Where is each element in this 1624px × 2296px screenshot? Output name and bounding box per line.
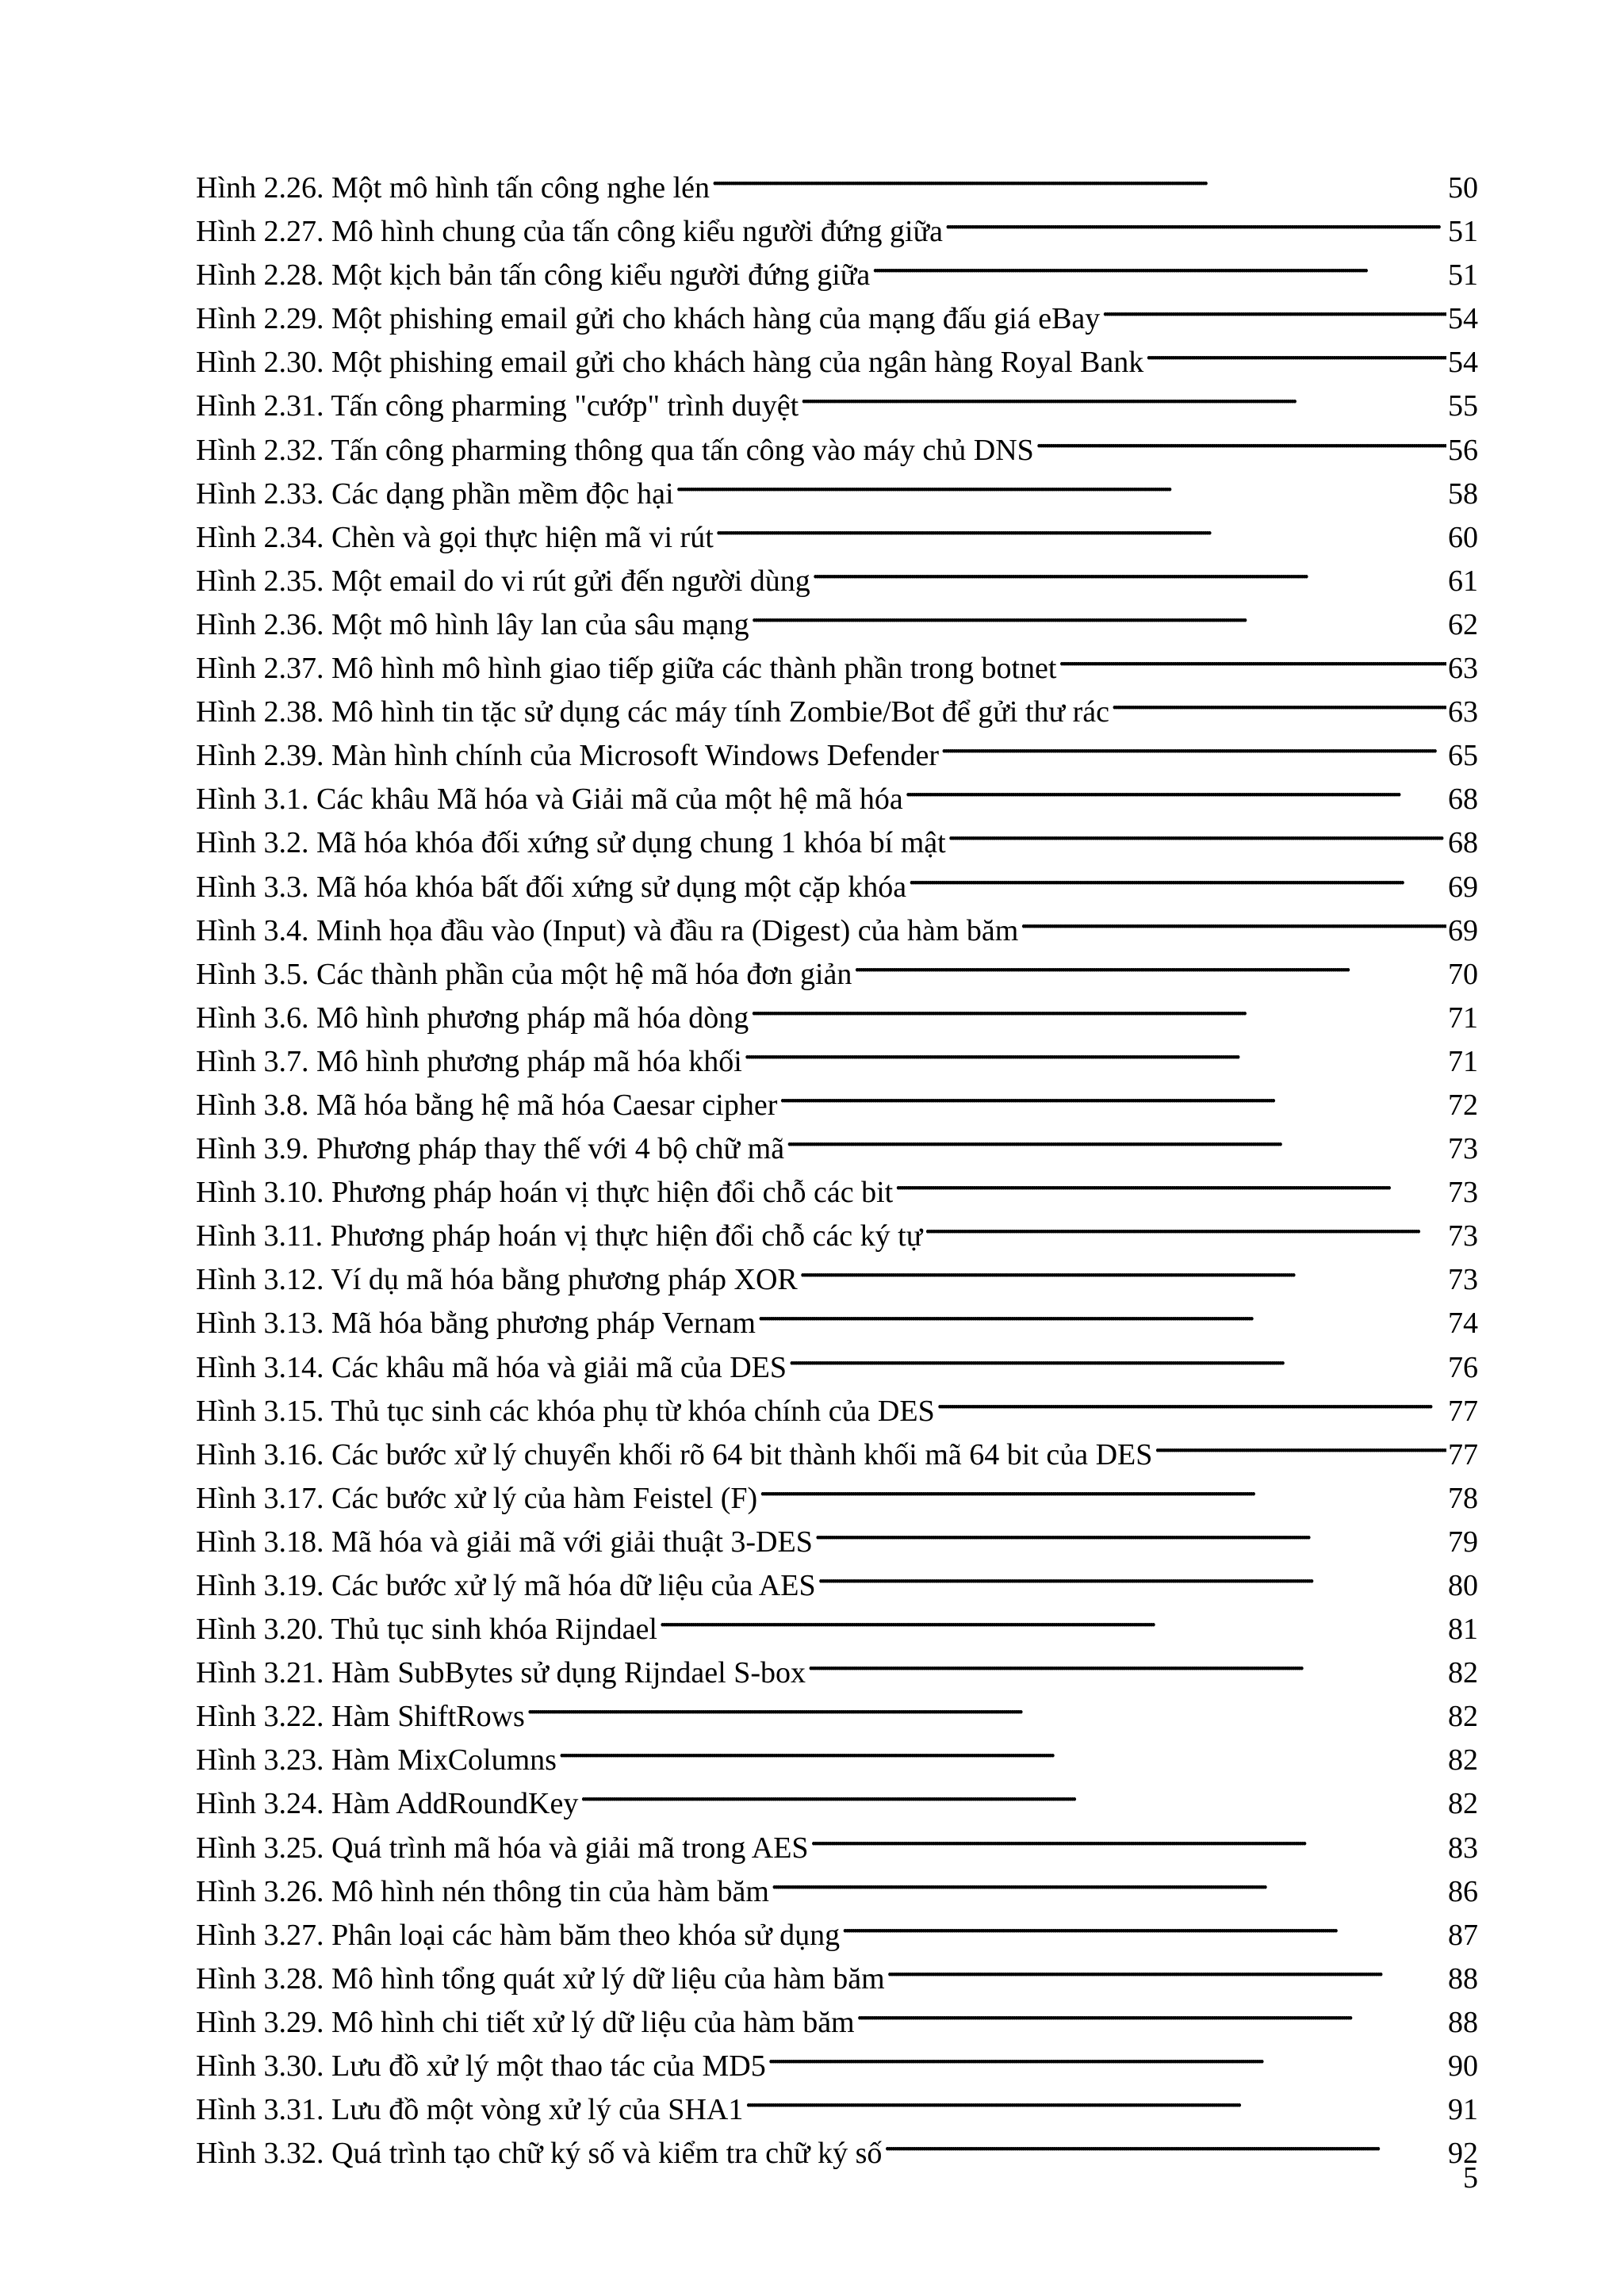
toc-entry-page: 74 [1448, 1307, 1478, 1341]
toc-entry-label: Hình 3.23. Hàm MixColumns [196, 1743, 557, 1777]
dot-leader [1101, 285, 1446, 328]
toc-entry-label: Hình 2.37. Mô hình mô hình giao tiếp giữa các thành phần trong botnet [196, 652, 1057, 686]
toc-entry-label: Hình 2.35. Một email do vi rút gửi đến người dùng [196, 564, 810, 598]
toc-entry-label: Hình 2.27. Mô hình chung của tấn công kiểu người đứng giữa [196, 215, 944, 249]
dot-leader [757, 1289, 1446, 1333]
toc-entry-label: Hình 2.33. Các dạng phần mềm độc hại [196, 476, 674, 511]
toc-entry-page: 69 [1448, 913, 1478, 947]
toc-entry-page: 51 [1448, 215, 1478, 249]
dot-leader [812, 547, 1446, 591]
toc-entry-label: Hình 2.32. Tấn công pharming thông qua tấn công vào máy chủ DNS [196, 433, 1034, 467]
dot-leader [558, 1726, 1446, 1770]
toc-entry-label: Hình 3.29. Mô hình chi tiết xử lý dữ liệu của hàm băm [196, 2005, 855, 2039]
dot-leader [944, 197, 1446, 241]
toc-entry-page: 82 [1448, 1656, 1478, 1690]
toc-entry-label: Hình 3.15. Thủ tục sinh các khóa phụ từ khóa chính của DES [196, 1394, 935, 1428]
dot-leader [768, 2032, 1446, 2076]
toc-entry-label: Hình 3.26. Mô hình nén thông tin của hàm băm [196, 1874, 769, 1908]
toc-entry-label: Hình 3.5. Các thành phần của một hệ mã hóa đơn giản [196, 957, 852, 991]
toc-entry-label: Hình 3.13. Mã hóa bằng phương pháp Vernam [196, 1307, 756, 1341]
dot-leader [711, 154, 1446, 197]
toc-entry-page: 73 [1448, 1219, 1478, 1253]
dot-leader [745, 2076, 1446, 2119]
toc-entry-page: 56 [1448, 433, 1478, 467]
dot-leader [527, 1682, 1446, 1726]
toc-entry-label: Hình 3.16. Các bước xử lý chuyển khối rõ 64 bit thành khối mã 64 bit của DES [196, 1437, 1153, 1471]
toc-entry-label: Hình 3.17. Các bước xử lý của hàm Feistel (F) [196, 1481, 758, 1515]
toc-entry-page: 71 [1448, 1044, 1478, 1078]
toc-entry-label: Hình 2.39. Màn hình chính của Microsoft Windows Defender [196, 739, 940, 773]
toc-entry-page: 70 [1448, 957, 1478, 991]
dot-leader [818, 1552, 1446, 1595]
dot-leader [894, 1158, 1446, 1202]
dot-leader [744, 1027, 1446, 1071]
toc-entry-page: 91 [1448, 2093, 1478, 2127]
dot-leader [1058, 634, 1446, 678]
toc-entry-page: 50 [1448, 171, 1478, 205]
toc-entry-page: 86 [1448, 1874, 1478, 1908]
dot-leader [786, 1115, 1446, 1158]
toc-entry-label: Hình 3.3. Mã hóa khóa bất đối xứng sử dụng một cặp khóa [196, 870, 907, 904]
toc-entry-label: Hình 3.20. Thủ tục sinh khóa Rijndael [196, 1613, 657, 1647]
dot-leader [810, 1814, 1446, 1858]
toc-entry-page: 63 [1448, 695, 1478, 729]
dot-leader [940, 721, 1446, 765]
dot-leader [771, 1858, 1446, 1901]
toc-entry-label: Hình 3.30. Lưu đồ xử lý một thao tác của MD5 [196, 2049, 766, 2084]
toc-entry-page: 68 [1448, 783, 1478, 817]
toc-entry-label: Hình 3.24. Hàm AddRoundKey [196, 1787, 579, 1821]
dot-leader [908, 853, 1446, 897]
toc-entry-page: 72 [1448, 1088, 1478, 1122]
toc-entry-label: Hình 3.6. Mô hình phương pháp mã hóa dòng [196, 1001, 749, 1035]
toc-entry-page: 54 [1448, 302, 1478, 336]
toc-entry-label: Hình 3.11. Phương pháp hoán vị thực hiện đổi chỗ các ký tự [196, 1219, 923, 1253]
toc-entry-page: 69 [1448, 870, 1478, 904]
toc-entry-page: 61 [1448, 564, 1478, 598]
toc-entry-page: 54 [1448, 346, 1478, 380]
toc-entry-label: Hình 2.28. Một kịch bản tấn công kiểu người đứng giữa [196, 258, 871, 293]
toc-entry-page: 92 [1448, 2137, 1478, 2171]
toc-entry-page: 83 [1448, 1831, 1478, 1865]
toc-entry-label: Hình 3.9. Phương pháp thay thế với 4 bộ chữ mã [196, 1132, 785, 1166]
toc-entry-page: 82 [1448, 1700, 1478, 1734]
toc-entry-label: Hình 3.19. Các bước xử lý mã hóa dữ liệu của AES [196, 1569, 816, 1602]
toc-entry-label: Hình 3.27. Phân loại các hàm băm theo khóa sử dụng [196, 1918, 841, 1952]
dot-leader [948, 809, 1446, 852]
toc-entry-page: 88 [1448, 1961, 1478, 1996]
toc-entry-page: 87 [1448, 1918, 1478, 1952]
toc-entry-page: 62 [1448, 607, 1478, 641]
toc-entry[interactable] [196, 154, 1478, 205]
toc-entry-page: 63 [1448, 652, 1478, 686]
dot-leader [750, 984, 1446, 1027]
toc-entry-label: Hình 3.8. Mã hóa bằng hệ mã hóa Caesar cipher [196, 1088, 778, 1122]
toc-entry-label: Hình 2.26. Một mô hình tấn công nghe lén [196, 171, 710, 205]
toc-entry-page: 73 [1448, 1176, 1478, 1210]
dot-leader [799, 1246, 1446, 1289]
toc-entry-label: Hình 3.22. Hàm ShiftRows [196, 1700, 525, 1734]
toc-entry-page: 68 [1448, 826, 1478, 860]
toc-entry-label: Hình 3.18. Mã hóa và giải mã với giải thuật 3-DES [196, 1525, 813, 1559]
toc-entry-page: 82 [1448, 1743, 1478, 1777]
toc-entry-page: 58 [1448, 476, 1478, 511]
toc-entry-label: Hình 2.31. Tấn công pharming "cướp" trình duyệt [196, 389, 799, 423]
toc-entry-label: Hình 2.29. Một phishing email gửi cho khách hàng của mạng đấu giá eBay [196, 302, 1101, 336]
dot-leader [807, 1639, 1446, 1682]
toc-entry-label: Hình 2.36. Một mô hình lây lan của sâu mạng [196, 607, 749, 641]
toc-entry-label: Hình 3.31. Lưu đồ một vòng xử lý của SHA1 [196, 2093, 744, 2127]
dot-leader [841, 1901, 1446, 1945]
toc-entry-page: 79 [1448, 1525, 1478, 1559]
dot-leader [936, 1377, 1446, 1421]
dot-leader [887, 1945, 1446, 1988]
toc-entry-label: Hình 3.12. Ví dụ mã hóa bằng phương pháp XOR [196, 1263, 798, 1297]
dot-leader [1145, 328, 1446, 372]
dot-leader [871, 241, 1446, 285]
toc-entry-label: Hình 3.10. Phương pháp hoán vị thực hiện đổi chỗ các bit [196, 1176, 894, 1210]
dot-leader [1020, 897, 1446, 940]
dot-leader [856, 1988, 1446, 2032]
page-number: 5 [1463, 2161, 1478, 2195]
toc-entry-page: 60 [1448, 520, 1478, 554]
dot-leader [788, 1334, 1446, 1377]
toc-entry-page: 90 [1448, 2049, 1478, 2084]
dot-leader [659, 1595, 1446, 1639]
toc-entry-page: 88 [1448, 2005, 1478, 2039]
dot-leader [715, 503, 1446, 547]
toc-entry-label: Hình 3.4. Minh họa đầu vào (Input) và đầu ra (Digest) của hàm băm [196, 913, 1019, 947]
toc-entry-page: 76 [1448, 1350, 1478, 1384]
toc-entry-label: Hình 2.30. Một phishing email gửi cho khách hàng của ngân hàng Royal Bank [196, 346, 1144, 380]
toc-entry-page: 78 [1448, 1481, 1478, 1515]
toc-entry-label: Hình 2.34. Chèn và gọi thực hiện mã vi rút [196, 520, 714, 554]
toc-entry-page: 51 [1448, 258, 1478, 293]
dot-leader [924, 1202, 1446, 1246]
toc-entry-page: 82 [1448, 1787, 1478, 1821]
dot-leader [905, 765, 1446, 809]
dot-leader [751, 591, 1446, 634]
toc-entry-page: 73 [1448, 1263, 1478, 1297]
toc-entry-page: 65 [1448, 739, 1478, 773]
dot-leader [1154, 1421, 1446, 1464]
dot-leader [1111, 678, 1446, 721]
toc-entry-page: 81 [1448, 1613, 1478, 1647]
toc-entry-page: 73 [1448, 1132, 1478, 1166]
dot-leader [883, 2119, 1446, 2163]
toc-entry-page: 77 [1448, 1394, 1478, 1428]
toc-entry-label: Hình 3.1. Các khâu Mã hóa và Giải mã của một hệ mã hóa [196, 783, 903, 817]
dot-leader [580, 1770, 1446, 1813]
toc-entry-label: Hình 3.7. Mô hình phương pháp mã hóa khối [196, 1044, 742, 1078]
toc-entry-label: Hình 3.14. Các khâu mã hóa và giải mã của DES [196, 1350, 787, 1384]
toc-entry-page: 80 [1448, 1569, 1478, 1602]
dot-leader [759, 1464, 1446, 1508]
toc-entry-label: Hình 3.21. Hàm SubBytes sử dụng Rijndael S-box [196, 1656, 806, 1690]
dot-leader [814, 1508, 1446, 1552]
toc-entry-label: Hình 2.38. Mô hình tin tặc sử dụng các máy tính Zombie/Bot để gửi thư rác [196, 695, 1109, 729]
toc-entry-page: 77 [1448, 1437, 1478, 1471]
toc-entry-page: 71 [1448, 1001, 1478, 1035]
dot-leader [779, 1071, 1446, 1115]
toc-entry-label: Hình 3.2. Mã hóa khóa đối xứng sử dụng chung 1 khóa bí mật [196, 826, 946, 860]
dot-leader [1036, 416, 1446, 460]
dot-leader [800, 372, 1446, 415]
dot-leader [676, 460, 1446, 503]
toc-entry-page: 55 [1448, 389, 1478, 423]
toc-entry-label: Hình 3.25. Quá trình mã hóa và giải mã trong AES [196, 1831, 809, 1865]
toc-entry-label: Hình 3.32. Quá trình tạo chữ ký số và kiểm tra chữ ký số [196, 2137, 883, 2171]
toc-entry-label: Hình 3.28. Mô hình tổng quát xử lý dữ liệu của hàm băm [196, 1961, 885, 1996]
table-of-figures [196, 154, 1478, 2171]
dot-leader [853, 940, 1446, 984]
